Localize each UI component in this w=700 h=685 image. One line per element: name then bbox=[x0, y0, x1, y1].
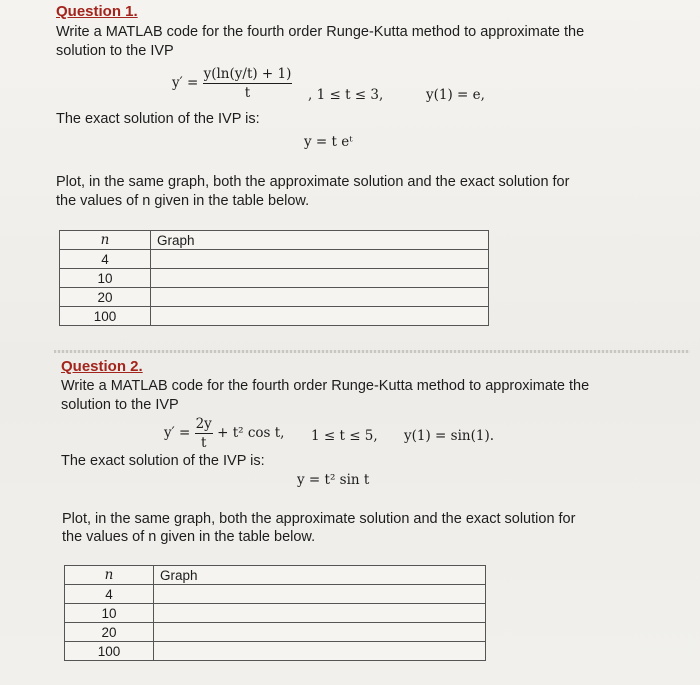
q1-ode bbox=[172, 66, 292, 101]
q2-graph-cell bbox=[154, 623, 486, 642]
table-row bbox=[65, 585, 486, 604]
q1-graph-cell bbox=[151, 307, 489, 326]
q1-plot-line2: the values of n given in the table below. bbox=[56, 193, 310, 209]
q1-ode-fraction bbox=[203, 66, 293, 101]
q1-intro-line2: solution to the IVP bbox=[56, 43, 174, 59]
q2-graph-cell bbox=[154, 642, 486, 661]
q2-ode-denominator: t bbox=[200, 435, 207, 451]
q2-ode bbox=[164, 416, 284, 451]
q2-exact-label: The exact solution of the IVP is: bbox=[61, 453, 265, 469]
q2-interval: 1 ≤ t ≤ 5, bbox=[311, 428, 378, 444]
q2-n-cell: 20 bbox=[65, 623, 154, 642]
q2-n-cell: 10 bbox=[65, 604, 154, 623]
q1-title: Question 1. bbox=[56, 3, 138, 20]
q2-n-cell: 100 bbox=[65, 642, 154, 661]
q2-initial-condition: y(1) = sin(1). bbox=[404, 428, 494, 444]
q2-title: Question 2. bbox=[61, 358, 143, 375]
q1-ode-numerator: y(ln(y/t) + 1) bbox=[203, 66, 292, 82]
q2-graph-cell bbox=[154, 604, 486, 623]
q1-graph-cell bbox=[151, 250, 489, 269]
q2-ode-numerator: 2y bbox=[195, 416, 212, 432]
q1-ode-denominator: t bbox=[244, 85, 251, 101]
q2-col-graph-header: Graph bbox=[154, 566, 486, 585]
table-row bbox=[60, 307, 489, 326]
q1-interval: , 1 ≤ t ≤ 3, bbox=[308, 87, 384, 103]
table-row bbox=[60, 269, 489, 288]
q2-plot-line2: the values of n given in the table below. bbox=[62, 529, 316, 545]
q1-exact-formula: y = t eᵗ bbox=[304, 134, 353, 150]
table-row bbox=[60, 288, 489, 307]
q2-intro-line2: solution to the IVP bbox=[61, 397, 179, 413]
q1-exact-label: The exact solution of the IVP is: bbox=[56, 111, 260, 127]
q2-ode-rest: + t² cos t, bbox=[217, 425, 285, 441]
table-row bbox=[60, 231, 489, 250]
q1-plot-line1: Plot, in the same graph, both the approximate solution and the exact solution for bbox=[56, 174, 570, 190]
q1-n-cell: 20 bbox=[60, 288, 151, 307]
q2-table bbox=[64, 565, 486, 661]
section-divider bbox=[54, 350, 690, 353]
table-row bbox=[60, 250, 489, 269]
q2-ode-lhs: y′ = bbox=[164, 425, 191, 441]
q2-exact-formula: y = t² sin t bbox=[297, 472, 370, 488]
q1-table bbox=[59, 230, 489, 326]
q1-col-n-header: n bbox=[60, 231, 151, 250]
q1-graph-cell bbox=[151, 288, 489, 307]
table-row bbox=[65, 566, 486, 585]
q1-n-cell: 4 bbox=[60, 250, 151, 269]
q1-ode-lhs: y′ = bbox=[172, 75, 199, 91]
table-row bbox=[65, 604, 486, 623]
q1-col-graph-header: Graph bbox=[151, 231, 489, 250]
table-row bbox=[65, 623, 486, 642]
q1-initial-condition: y(1) = e, bbox=[426, 87, 485, 103]
q1-n-cell: 100 bbox=[60, 307, 151, 326]
q2-n-cell: 4 bbox=[65, 585, 154, 604]
q2-graph-cell bbox=[154, 585, 486, 604]
q2-ode-fraction bbox=[195, 416, 213, 451]
q1-graph-cell bbox=[151, 269, 489, 288]
q2-plot-line1: Plot, in the same graph, both the approximate solution and the exact solution for bbox=[62, 511, 576, 527]
q1-n-cell: 10 bbox=[60, 269, 151, 288]
q1-intro-line1: Write a MATLAB code for the fourth order Runge-Kutta method to approximate the bbox=[56, 24, 585, 40]
q2-intro-line1: Write a MATLAB code for the fourth order Runge-Kutta method to approximate the bbox=[61, 378, 590, 394]
table-row bbox=[65, 642, 486, 661]
q2-col-n-header: n bbox=[65, 566, 154, 585]
